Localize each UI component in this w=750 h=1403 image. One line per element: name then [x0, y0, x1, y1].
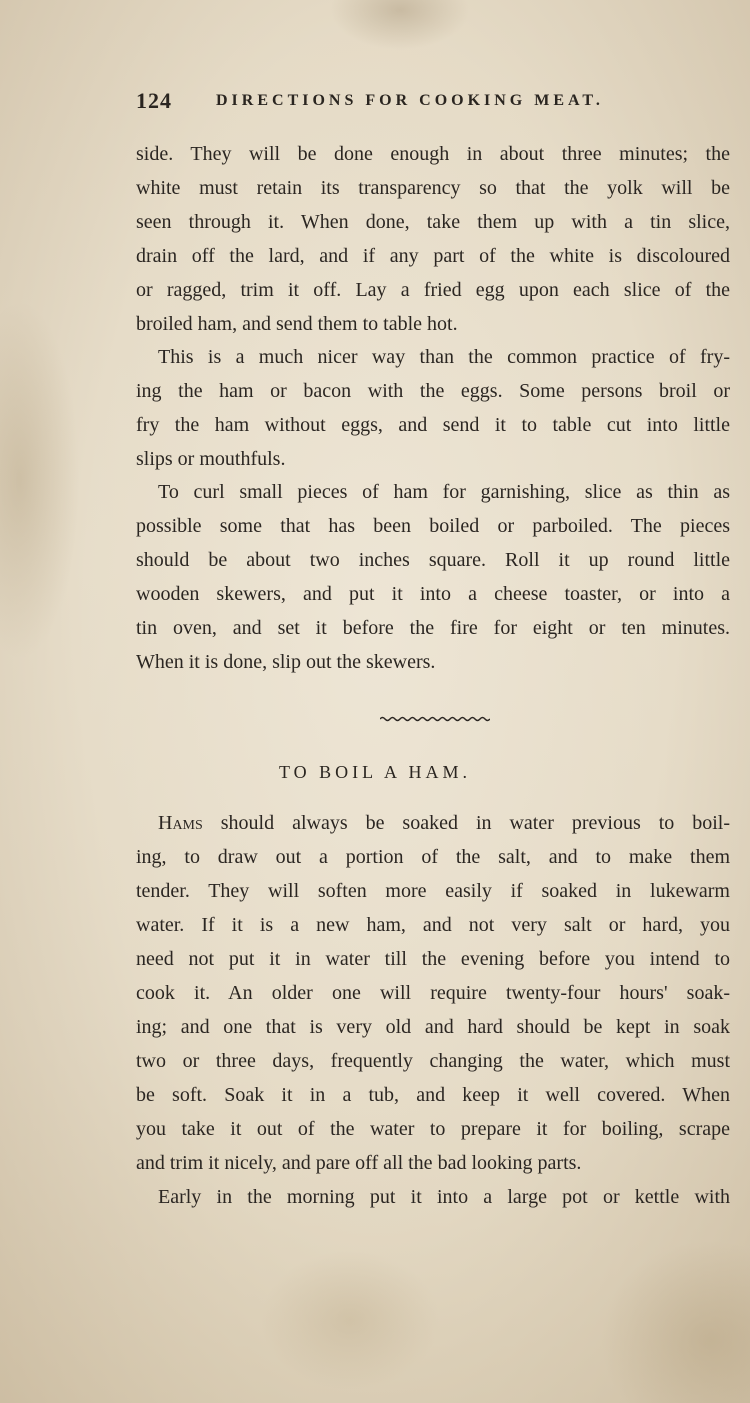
- paragraph-curl-ham: [136, 475, 730, 679]
- text-line: cook it. An older one will require twenty-four hours' soak-: [136, 982, 730, 1004]
- text-line: seen through it. When done, take them up with a tin slice,: [136, 211, 730, 233]
- text-line: or ragged, trim it off. Lay a fried egg upon each slice of the: [136, 279, 730, 301]
- text-line: When it is done, slip out the skewers.: [136, 651, 436, 673]
- drop-word: Hams: [158, 812, 203, 834]
- text-line: need not put it in water till the evening before you intend to: [136, 948, 730, 970]
- text-line: should be about two inches square. Roll it up round little: [136, 549, 730, 571]
- paragraph-nicer-way: [136, 340, 730, 476]
- text-line: possible some that has been boiled or parboiled. The pieces: [136, 515, 730, 537]
- age-stain: [260, 1250, 440, 1390]
- text-line: white must retain its transparency so that the yolk will be: [136, 177, 730, 199]
- text-line: ing the ham or bacon with the eggs. Some persons broil or: [136, 380, 730, 402]
- text-line: This is a much nicer way than the common practice of fry-: [158, 346, 730, 368]
- page-number: 124: [136, 88, 172, 113]
- text-line: fry the ham without eggs, and send it to table cut into little: [136, 414, 730, 436]
- text-line: ing; and one that is very old and hard should be kept in soak: [136, 1016, 730, 1038]
- text-line: ing, to draw out a portion of the salt, and to make them: [136, 846, 730, 868]
- paragraph-soak-hams: [136, 806, 730, 1180]
- paragraph-early-morning: [136, 1180, 730, 1214]
- text-line: tin oven, and set it before the fire for eight or ten minutes.: [136, 617, 730, 639]
- text-line: tender. They will soften more easily if soaked in lukewarm: [136, 880, 730, 902]
- age-stain: [0, 300, 80, 660]
- text-line: water. If it is a new ham, and not very salt or hard, you: [136, 914, 730, 936]
- text-line: [136, 806, 730, 840]
- text-line: To curl small pieces of ham for garnishing, slice as thin as: [158, 481, 730, 503]
- text-line: broiled ham, and send them to table hot.: [136, 313, 458, 335]
- text-line: wooden skewers, and put it into a cheese toaster, or into a: [136, 583, 730, 605]
- text-line: two or three days, frequently changing the water, which must: [136, 1050, 730, 1072]
- page-header: [136, 88, 656, 114]
- text-line: and trim it nicely, and pare off all the bad looking parts.: [136, 1152, 582, 1174]
- age-stain: [330, 0, 470, 50]
- text-line-rest: should always be soaked in water previous to boil-: [202, 812, 730, 834]
- text-line: side. They will be done enough in about three minutes; the: [136, 143, 730, 165]
- text-line: Early in the morning put it into a large pot or kettle with: [158, 1186, 730, 1208]
- running-head: DIRECTIONS FOR COOKING MEAT.: [216, 92, 604, 109]
- text-line: you take it out of the water to prepare it for boiling, scrape: [136, 1118, 730, 1140]
- text-line: slips or mouthfuls.: [136, 448, 286, 470]
- text-line: drain off the lard, and if any part of the white is discoloured: [136, 245, 730, 267]
- text-line: be soft. Soak it in a tub, and keep it well covered. When: [136, 1084, 730, 1106]
- section-title: TO BOIL A HAM.: [278, 762, 471, 782]
- section-divider: [380, 716, 490, 722]
- age-stain: [600, 1240, 750, 1403]
- paragraph-fried-eggs: [136, 137, 730, 341]
